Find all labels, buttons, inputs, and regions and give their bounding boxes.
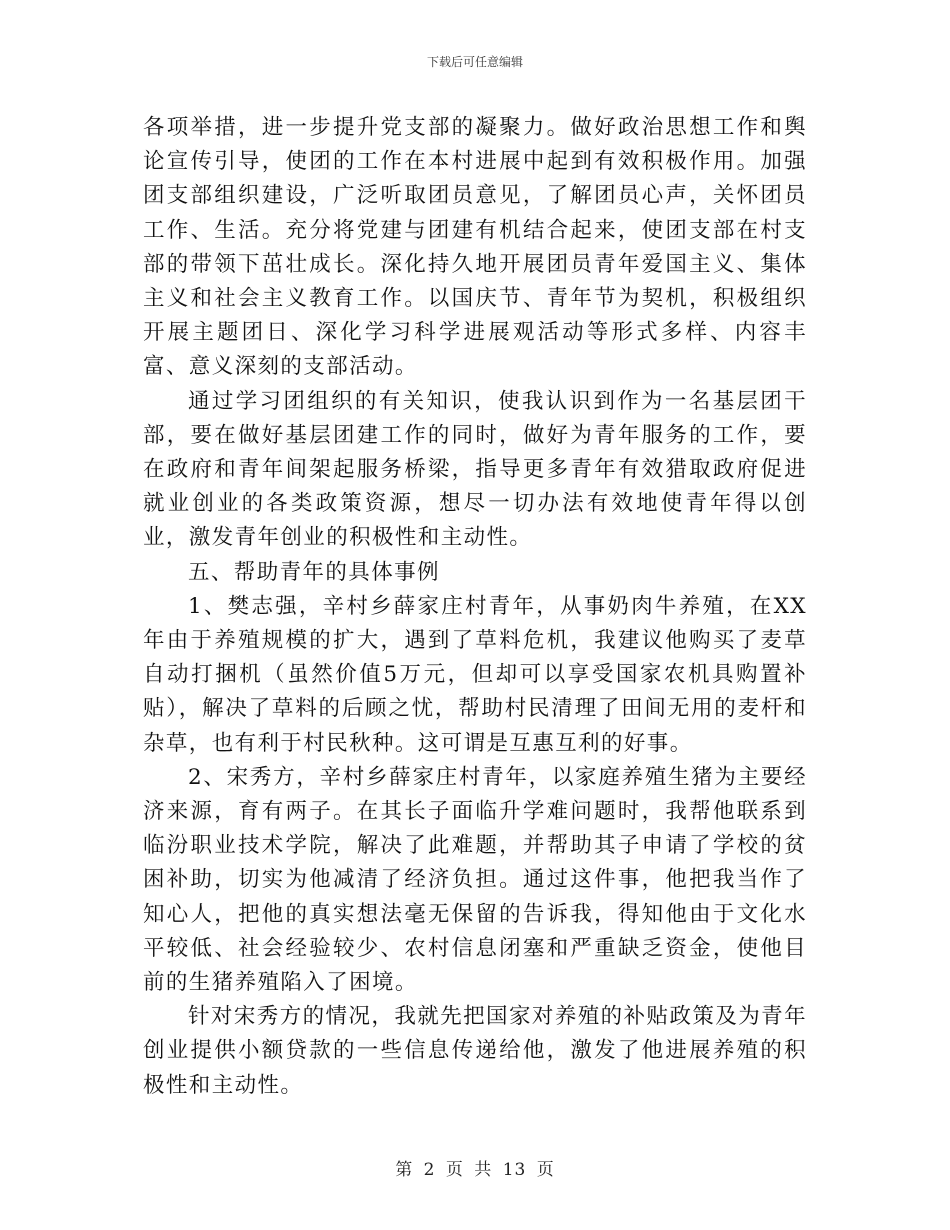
paragraph-party-branch-measures: 各项举措，进一步提升党支部的凝聚力。做好政治思想工作和舆论宣传引导，使团的工作在本村进展中起到有效积极作用。加强团支部组织建设，广泛听取团员意见，了解团员心声，关怀团员工作、生活。充分将党建与团建有机结合起来，使团支部在村支部的带领下茁壮成长。深化持久地开展团员青年爱国主义、集体主义和社会主义教育工作。以国庆节、青年节为契机，积极组织开展主题团日、深化学习科学进展观活动等形式多样、内容丰富、意义深刻的支部活动。 <box>143 115 807 380</box>
paragraph-follow-up: 针对宋秀方的情况，我就先把国家对养殖的补贴政策及为青年创业提供小额贷款的一些信息传递给他，激发了他进展养殖的积极性和主动性。 <box>143 1004 807 1098</box>
paragraph-learning-reflection: 通过学习团组织的有关知识，使我认识到作为一名基层团干部，要在做好基层团建工作的同时，做好为青年服务的工作，要在政府和青年间架起服务桥梁，指导更多青年有效猎取政府促进就业创业的各类政策资源，想尽一切办法有效地使青年得以创业，激发青年创业的积极性和主动性。 <box>143 388 807 551</box>
paragraph-example-1: 1、樊志强，辛村乡薛家庄村青年，从事奶肉牛养殖，在XX年由于养殖规模的扩大，遇到了草料危机，我建议他购买了麦草自动打捆机（虽然价值5万元，但却可以享受国家农机具购置补贴），解决了草料的后顾之忧，帮助村民清理了田间无用的麦杆和杂草，也有利于村民秋种。这可谓是互惠互利的好事。 <box>143 593 807 756</box>
page-footer: 第 2 页 共 13 页 <box>395 1160 555 1180</box>
document-body <box>143 111 807 1103</box>
page-header: 下载后可任意编辑 <box>426 55 523 69</box>
paragraph-example-2: 2、宋秀方，辛村乡薛家庄村青年，以家庭养殖生猪为主要经济来源，育有两子。在其长子面临升学难问题时，我帮他联系到临汾职业技术学院，解决了此难题，并帮助其子申请了学校的贫困补助，切实为他减清了经济负担。通过这件事，他把我当作了知心人，把他的真实想法毫无保留的告诉我，得知他由于文化水平较低、社会经验较少、农村信息闭塞和严重缺乏资金，使他目前的生猪养殖陷入了困境。 <box>143 764 807 996</box>
section-heading-examples: 五、帮助青年的具体事例 <box>188 559 440 585</box>
